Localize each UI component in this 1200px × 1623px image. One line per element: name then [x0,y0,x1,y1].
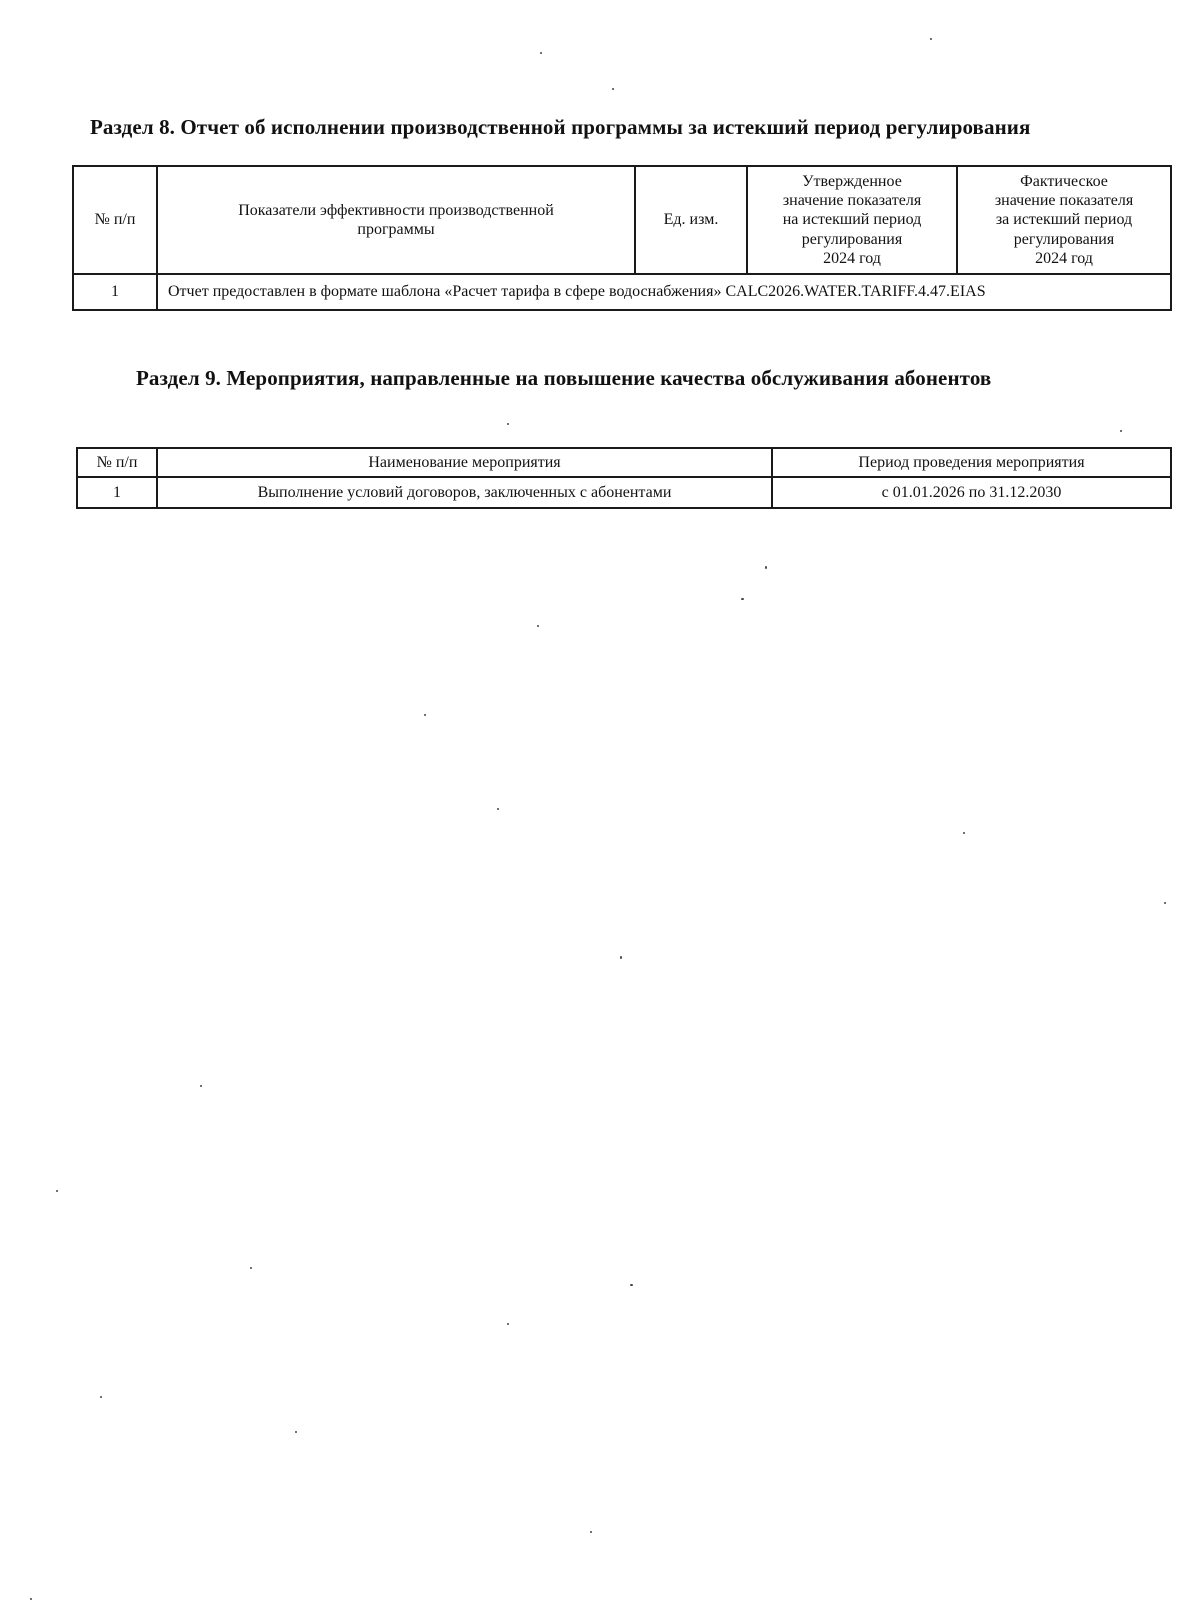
service-quality-measures-table [76,447,1172,509]
section-9-title: Раздел 9. Мероприятия, направленные на повышение качества обслуживания абонентов [136,366,992,390]
section-8-title: Раздел 8. Отчет об исполнении производственной программы за истекший период регулирования [90,115,1031,139]
production-program-report-table [72,165,1172,311]
row-num: 1 [77,477,157,508]
header-unit: Ед. изм. [635,166,747,274]
header-approved-value: Утвержденное значение показателя на истекший период регулирования 2024 год [747,166,957,274]
header-indicator: Показатели эффективности производственной программы [157,166,635,274]
row-measure-name: Выполнение условий договоров, заключенных с абонентами [157,477,772,508]
header-measure-period: Период проведения мероприятия [772,448,1171,477]
table-header-row [73,166,1171,274]
row-report-text: Отчет предоставлен в формате шаблона «Расчет тарифа в сфере водоснабжения» CALC2026.WATER.TARIFF.4.47.EIAS [157,274,1171,310]
header-actual-value: Фактическое значение показателя за истекший период регулирования 2024 год [957,166,1171,274]
header-num: № п/п [77,448,157,477]
row-num: 1 [73,274,157,310]
table-row [77,477,1171,508]
row-measure-period: с 01.01.2026 по 31.12.2030 [772,477,1171,508]
header-measure-name: Наименование мероприятия [157,448,772,477]
table-header-row [77,448,1171,477]
table-row [73,274,1171,310]
header-num: № п/п [73,166,157,274]
